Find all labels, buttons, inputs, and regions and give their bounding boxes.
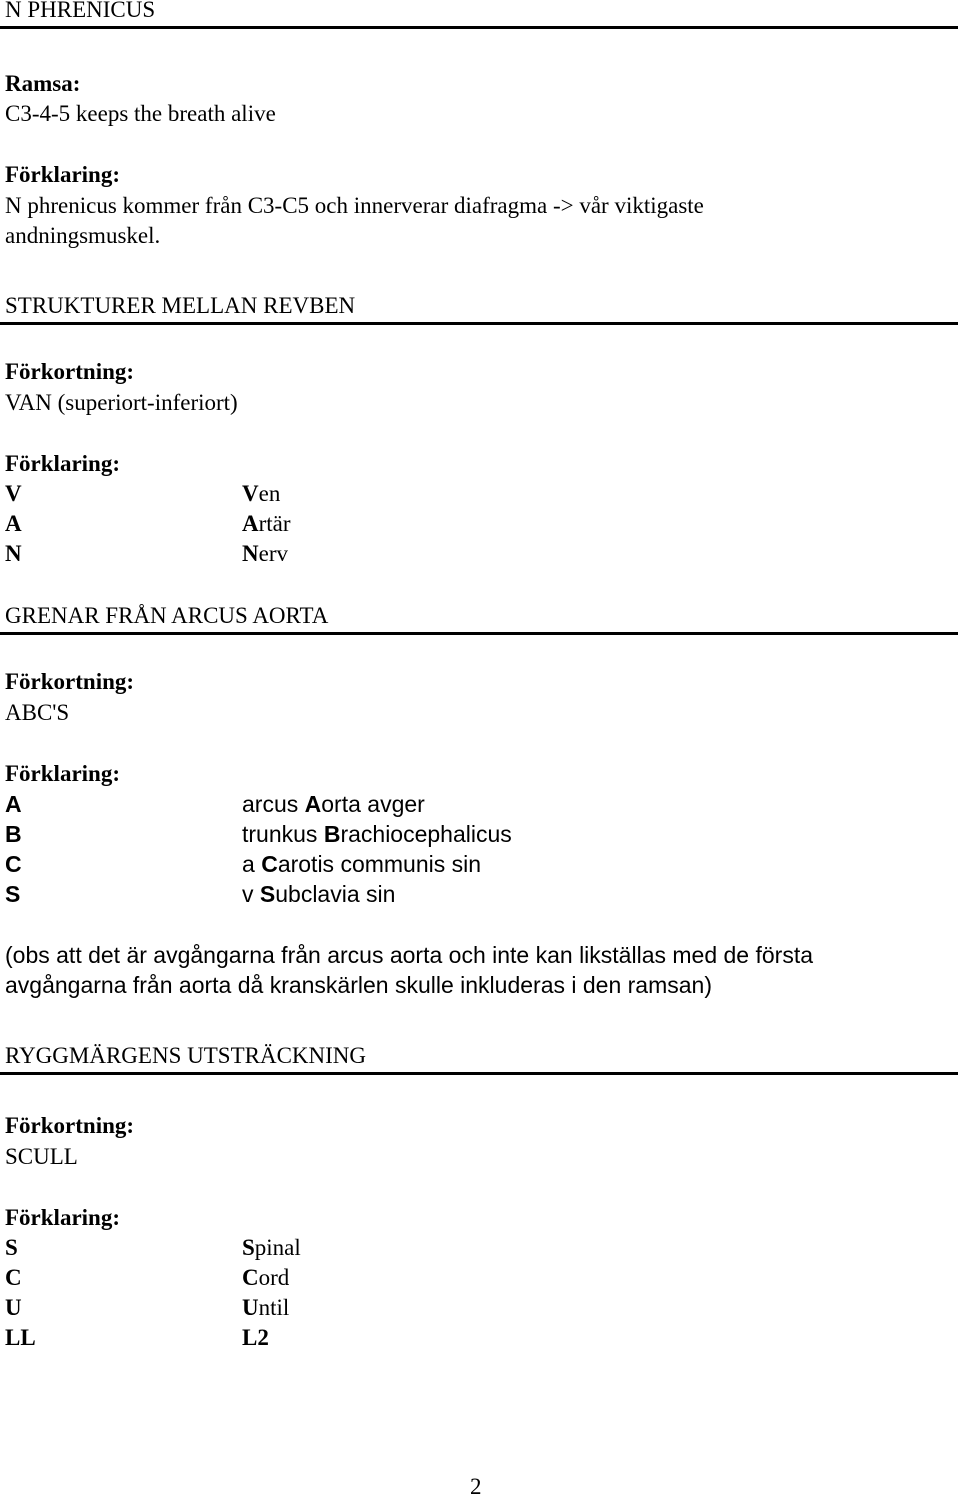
forkortning-text: SCULL — [5, 1144, 78, 1169]
page-number: 2 — [470, 1474, 482, 1499]
heading-rule — [0, 322, 958, 325]
abbrev-letter: L2 — [242, 1325, 269, 1350]
abbrev-key: V — [5, 481, 22, 506]
abbrev-rest: rachiocephalicus — [340, 821, 512, 847]
abbrev-expansion — [242, 1233, 301, 1263]
forklaring-label: Förklaring: — [5, 1205, 120, 1230]
section-heading-phrenicus: N PHRENICUS — [5, 0, 156, 22]
abbrev-letter: A — [242, 511, 259, 536]
ramsa-text: C3-4-5 keeps the breath alive — [5, 101, 276, 126]
abbrev-key: A — [5, 791, 22, 817]
abbrev-rest: orta avger — [321, 791, 425, 817]
forkortning-label: Förkortning: — [5, 1113, 135, 1138]
abbrev-rest: ntil — [258, 1295, 290, 1320]
abbrev-letter: S — [242, 1235, 255, 1260]
abbrev-letter: U — [242, 1295, 259, 1320]
abbrev-rest: ubclavia sin — [275, 881, 396, 907]
section-heading-revben: STRUKTURER MELLAN REVBEN — [5, 293, 356, 318]
abbrev-rest: rtär — [258, 511, 291, 536]
abbrev-key: C — [5, 851, 22, 877]
abbrev-expansion — [242, 849, 481, 879]
abbrev-rest: arotis communis sin — [277, 851, 482, 877]
abbrev-key: S — [5, 881, 21, 907]
abbrev-letter: S — [259, 881, 276, 907]
abbrev-key: S — [5, 1235, 18, 1260]
section-heading-ryggmargen: RYGGMÄRGENS UTSTRÄCKNING — [5, 1043, 367, 1068]
abbrev-key: N — [5, 541, 22, 566]
abbrev-expansion — [242, 509, 291, 539]
abbrev-expansion — [242, 1293, 289, 1323]
abbrev-letter: N — [242, 541, 259, 566]
abbrev-prefix: a — [242, 851, 262, 877]
forkortning-label: Förkortning: — [5, 669, 135, 694]
heading-rule — [0, 632, 958, 635]
abbrev-rest: en — [258, 481, 281, 506]
abbrev-key: B — [5, 821, 22, 847]
abbrev-prefix: v — [242, 881, 260, 907]
abbrev-letter: C — [261, 851, 278, 877]
ramsa-label: Ramsa: — [5, 71, 81, 96]
forkortning-text: VAN (superiort-inferiort) — [5, 390, 238, 415]
abbrev-prefix: arcus — [242, 791, 305, 817]
abbrev-expansion — [242, 479, 280, 509]
forklaring-text-line: N phrenicus kommer från C3-C5 och innerverar diafragma -> vår viktigaste — [5, 193, 704, 218]
abbrev-expansion — [242, 879, 395, 909]
abbrev-rest: ord — [258, 1265, 290, 1290]
heading-rule — [0, 1072, 958, 1075]
note-text-line: (obs att det är avgångarna från arcus aorta och inte kan likställas med de första — [5, 942, 813, 968]
forkortning-label: Förkortning: — [5, 359, 135, 384]
abbrev-rest: erv — [258, 541, 288, 566]
abbrev-letter: C — [242, 1265, 259, 1290]
abbrev-expansion — [242, 789, 425, 819]
forklaring-label: Förklaring: — [5, 761, 120, 786]
forklaring-label: Förklaring: — [5, 451, 120, 476]
abbrev-letter: A — [304, 791, 322, 817]
abbrev-expansion — [242, 539, 288, 569]
abbrev-letter: V — [242, 481, 259, 506]
abbrev-prefix: trunkus — [242, 821, 324, 847]
abbrev-key: C — [5, 1265, 22, 1290]
abbrev-expansion — [242, 819, 512, 849]
section-heading-arcus: GRENAR FRÅN ARCUS AORTA — [5, 603, 329, 628]
abbrev-expansion — [242, 1323, 269, 1353]
forklaring-label: Förklaring: — [5, 162, 120, 187]
heading-rule — [0, 26, 958, 29]
abbrev-key: LL — [5, 1325, 36, 1350]
abbrev-letter: B — [323, 821, 341, 847]
forklaring-text-line: andningsmuskel. — [5, 223, 161, 248]
abbrev-rest: pinal — [254, 1235, 301, 1260]
forkortning-text: ABC'S — [5, 700, 70, 725]
abbrev-key: A — [5, 511, 22, 536]
abbrev-expansion — [242, 1263, 289, 1293]
abbrev-key: U — [5, 1295, 22, 1320]
note-text-line: avgångarna från aorta då kranskärlen skulle inkluderas i den ramsan) — [5, 972, 713, 998]
